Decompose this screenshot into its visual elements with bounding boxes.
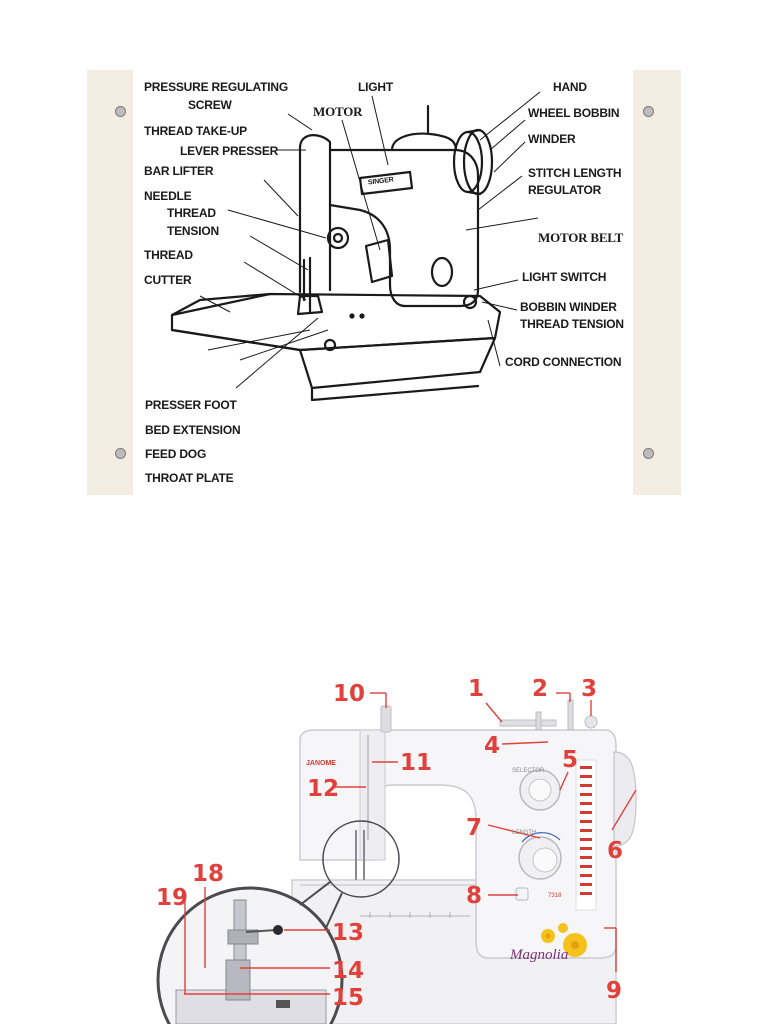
callout-10: 10	[333, 681, 366, 707]
machine-model-script: Magnolia	[510, 947, 569, 963]
label-regulator: REGULATOR	[528, 183, 602, 197]
label-pressure-regulating: PRESSURE REGULATING	[144, 80, 288, 94]
machine-brand-logo: JANOME	[306, 760, 336, 767]
callout-18: 18	[192, 861, 225, 887]
label-winder: WINDER	[528, 132, 576, 146]
dial-label-selector: SELECTOR	[512, 768, 545, 774]
callout-9: 9	[606, 978, 623, 1004]
callout-7: 7	[466, 815, 483, 841]
callout-4: 4	[484, 733, 501, 759]
label-light: LIGHT	[358, 80, 393, 94]
label-thread-2: THREAD	[144, 248, 193, 262]
label-motor-belt: MOTOR BELT	[538, 230, 624, 245]
callout-11: 11	[400, 750, 433, 776]
label-presser-foot: PRESSER FOOT	[145, 398, 237, 412]
callout-12: 12	[307, 776, 340, 802]
callout-13: 13	[332, 920, 365, 946]
callout-1: 1	[468, 676, 485, 702]
label-tension: TENSION	[167, 224, 219, 238]
callout-6: 6	[607, 838, 624, 864]
model-number: 7318	[548, 893, 562, 899]
label-feed-dog: FEED DOG	[145, 447, 207, 461]
label-throat-plate: THROAT PLATE	[145, 471, 234, 485]
label-thread-tension: THREAD TENSION	[520, 317, 624, 331]
label-thread-take-up: THREAD TAKE-UP	[144, 124, 247, 138]
label-bobbin-winder: BOBBIN WINDER	[520, 300, 617, 314]
label-screw: SCREW	[188, 98, 232, 112]
label-thread: THREAD	[167, 206, 216, 220]
label-motor: MOTOR	[313, 104, 363, 119]
label-cord-connection: CORD CONNECTION	[505, 355, 622, 369]
label-wheel-bobbin: WHEEL BOBBIN	[528, 106, 620, 120]
label-cutter: CUTTER	[144, 273, 192, 287]
callout-14: 14	[332, 958, 365, 984]
label-stitch-length: STITCH LENGTH	[528, 166, 622, 180]
label-light-switch: LIGHT SWITCH	[522, 270, 607, 284]
callout-3: 3	[581, 676, 598, 702]
label-bar-lifter: BAR LIFTER	[144, 164, 214, 178]
callout-2: 2	[532, 676, 549, 702]
label-bed-extension: BED EXTENSION	[145, 423, 241, 437]
label-lever-presser: LEVER PRESSER	[180, 144, 279, 158]
brand-plate-text: SINGER	[367, 176, 394, 187]
dial-label-length: LENGTH	[512, 830, 537, 836]
callout-8: 8	[466, 883, 483, 909]
label-hand: HAND	[553, 80, 587, 94]
callout-5: 5	[562, 747, 579, 773]
callout-15: 15	[332, 985, 365, 1011]
label-needle: NEEDLE	[144, 189, 192, 203]
callout-19: 19	[156, 885, 189, 911]
